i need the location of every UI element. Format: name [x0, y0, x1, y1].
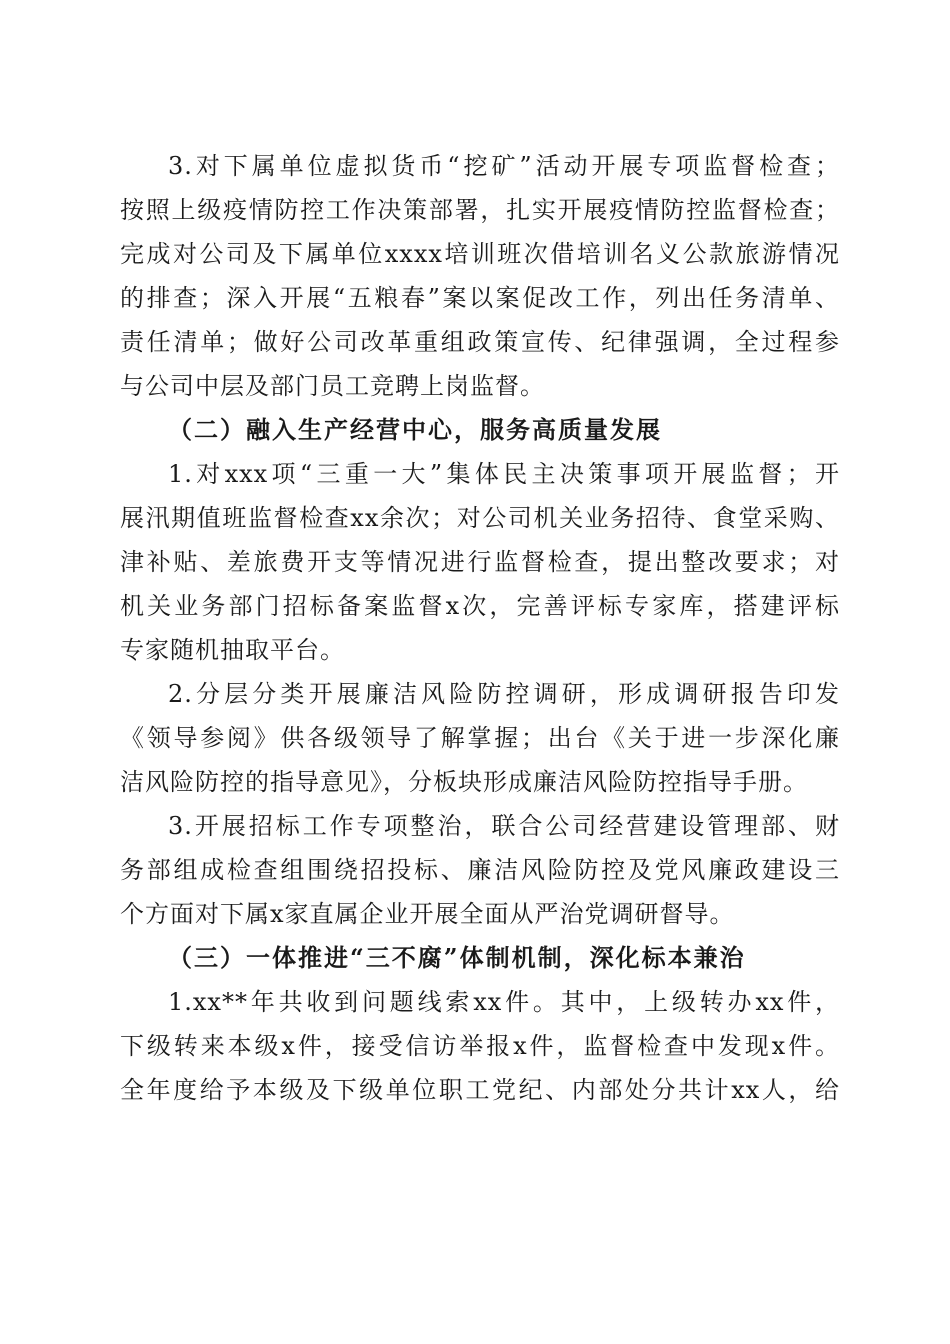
section-heading: （三）一体推进“三不腐”体制机制，深化标本兼治 [168, 943, 746, 972]
paragraph-line: 按照上级疫情防控工作决策部署，扎实开展疫情防控监督检查； [120, 196, 840, 224]
paragraph-line: 洁风险防控的指导意见》，分板块形成廉洁风险防控指导手册。 [120, 768, 808, 796]
paragraph-line: 3.对下属单位虚拟货币“挖矿”活动开展专项监督检查； [168, 152, 840, 180]
section-heading: （二）融入生产经营中心，服务高质量发展 [168, 415, 662, 444]
paragraph-line: 下级转来本级x件，接受信访举报x件，监督检查中发现x件。 [120, 1032, 840, 1060]
paragraph-line: 3.开展招标工作专项整治，联合公司经营建设管理部、财 [168, 812, 840, 840]
paragraph-line: 1.对xxx项“三重一大”集体民主决策事项开展监督；开 [168, 460, 840, 488]
paragraph-line: 个方面对下属x家直属企业开展全面从严治党调研督导。 [120, 900, 735, 928]
paragraph-line: 机关业务部门招标备案监督x次，完善评标专家库，搭建评标 [120, 592, 840, 620]
paragraph-line: 津补贴、差旅费开支等情况进行监督检查，提出整改要求；对 [120, 548, 840, 576]
paragraph-line: 与公司中层及部门员工竞聘上岗监督。 [120, 372, 545, 400]
paragraph-line: 完成对公司及下属单位xxxx培训班次借培训名义公款旅游情况 [120, 240, 840, 268]
paragraph-line: 1.xx**年共收到问题线索xx件。其中，上级转办xx件， [168, 988, 840, 1016]
paragraph-line: 展汛期值班监督检查xx余次；对公司机关业务招待、食堂采购、 [120, 504, 840, 532]
paragraph-line: 责任清单；做好公司改革重组政策宣传、纪律强调，全过程参 [120, 328, 840, 356]
paragraph-line: 专家随机抽取平台。 [120, 636, 345, 664]
paragraph-line: 2.分层分类开展廉洁风险防控调研，形成调研报告印发 [168, 680, 840, 708]
paragraph-line: 务部组成检查组围绕招投标、廉洁风险防控及党风廉政建设三 [120, 856, 840, 884]
paragraph-line: 《领导参阅》供各级领导了解掌握；出台《关于进一步深化廉 [120, 724, 840, 752]
paragraph-line: 的排查；深入开展“五粮春”案以案促改工作，列出任务清单、 [120, 284, 840, 312]
paragraph-line: 全年度给予本级及下级单位职工党纪、内部处分共计xx人，给 [120, 1076, 840, 1104]
